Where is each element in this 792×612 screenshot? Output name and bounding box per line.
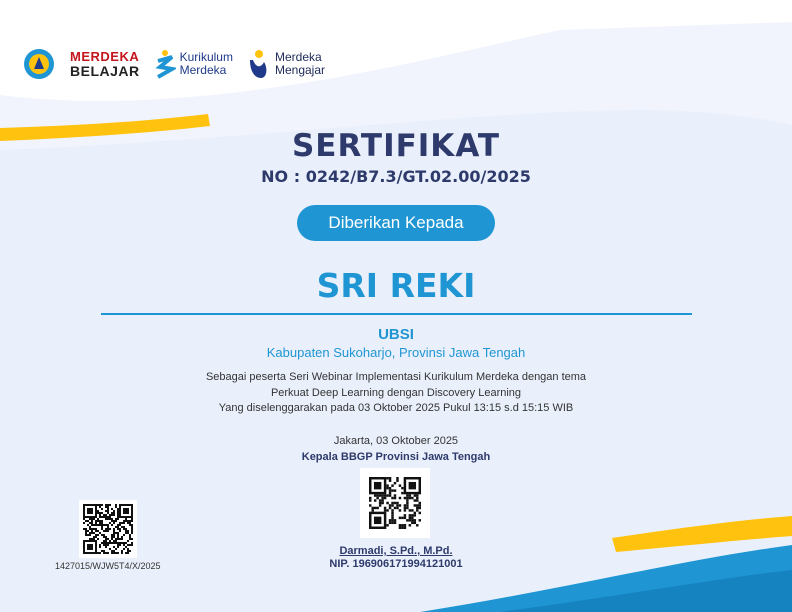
signer-nip: NIP. 196906171994121001 bbox=[329, 558, 463, 570]
merdeka-belajar-logo bbox=[70, 50, 140, 78]
certificate-serial: 1427015/WJW5T4/X/2025 bbox=[55, 561, 161, 571]
signer-position: Kepala BBGP Provinsi Jawa Tengah bbox=[301, 451, 491, 463]
merdeka-belajar-line2: BELAJAR bbox=[70, 63, 140, 79]
certificate-title: SERTIFIKAT bbox=[291, 128, 501, 164]
signer-name: Darmadi, S.Pd., M.Pd. bbox=[339, 545, 453, 557]
tut-wuri-icon bbox=[22, 47, 56, 81]
logo-bar bbox=[22, 44, 339, 84]
kurikulum-line1: Kurikulum bbox=[179, 50, 233, 64]
recipient-organization: UBSI bbox=[378, 326, 414, 343]
description-line-1: Sebagai peserta Seri Webinar Implementasi Kurikulum Merdeka dengan tema bbox=[205, 371, 587, 383]
description-line-3: Yang diselenggarakan pada 03 Oktober 2025 Pukul 13:15 s.d 15:15 WIB bbox=[218, 402, 574, 414]
kurikulum-line2: Merdeka bbox=[179, 63, 227, 77]
mengajar-line2: Mengajar bbox=[274, 63, 326, 77]
qr-code-icon bbox=[79, 500, 137, 558]
mengajar-icon bbox=[247, 48, 271, 80]
kurikulum-icon bbox=[154, 49, 176, 79]
given-to-badge: Diberikan Kepada bbox=[297, 205, 495, 241]
recipient-region: Kabupaten Sukoharjo, Provinsi Jawa Tengah bbox=[266, 345, 526, 360]
name-underline bbox=[101, 313, 692, 315]
description-line-2: Perkuat Deep Learning dengan Discovery Learning bbox=[270, 387, 522, 399]
verification-qr-code bbox=[79, 500, 137, 558]
merdeka-mengajar-logo bbox=[247, 48, 325, 80]
qr-code-icon bbox=[360, 468, 430, 538]
tut-wuri-logo bbox=[22, 47, 56, 81]
merdeka-belajar-line1: MERDEKA bbox=[70, 49, 140, 64]
place-date: Jakarta, 03 Oktober 2025 bbox=[333, 435, 459, 447]
kurikulum-merdeka-logo bbox=[154, 49, 233, 79]
mengajar-line1: Merdeka bbox=[274, 50, 322, 64]
signature-qr-code bbox=[360, 468, 430, 538]
certificate-number: NO : 0242/B7.3/GT.02.00/2025 bbox=[261, 167, 531, 186]
recipient-name: SRI REKI bbox=[316, 266, 476, 305]
